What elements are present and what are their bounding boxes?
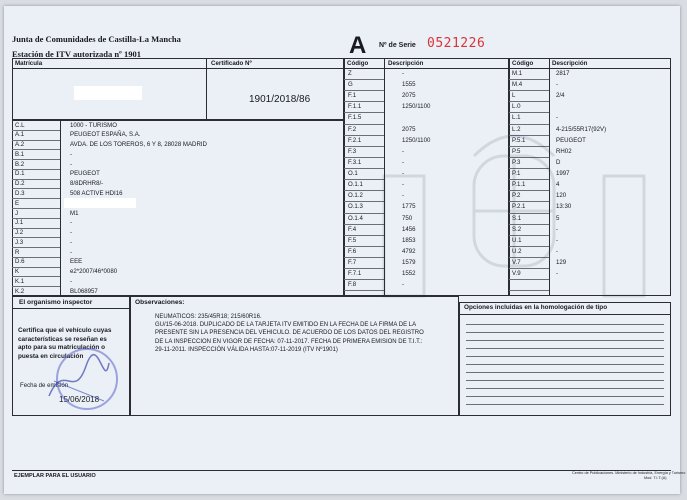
observaciones-line: GU/15-06-2018. DUPLICADO DE LA TARJETA ITV EMITIDO EN LA FECHA DE LA FIRMA DE LA (155, 322, 417, 329)
right-code: L.2 (512, 125, 521, 133)
rule (12, 68, 344, 69)
right-value: RH02 (556, 147, 572, 155)
row-rule (344, 101, 384, 102)
left-code: J (15, 209, 19, 217)
left-code: A.1 (15, 131, 25, 139)
mid-code: O.1.4 (348, 214, 363, 222)
row-rule (344, 90, 384, 91)
opciones-rule (466, 380, 664, 381)
mid-value: 1456 (402, 225, 416, 233)
observaciones-line: PRESENTE SIN LA PRESENCIA DEL VEHICULO. DE ACUERDO DE LOS DATOS DEL REGISTRO (155, 330, 424, 337)
coat-of-arms-watermark (364, 116, 664, 316)
right-value: - (556, 81, 559, 89)
row-rule (509, 112, 549, 113)
opciones-rule (466, 324, 664, 325)
mid-code: O.1.2 (348, 192, 363, 200)
right-value: 2/4 (556, 92, 565, 100)
cert-text-line: características se reseñan es (18, 335, 107, 343)
opciones-rule (466, 364, 664, 365)
left-code: C.L (15, 121, 25, 129)
signature-mark (44, 351, 114, 411)
mid-value: 1579 (402, 259, 416, 267)
opciones-rule (466, 388, 664, 389)
matricula-label: Matrícula (15, 60, 43, 67)
fecha-label: Fecha de emisión (20, 382, 69, 389)
row-rule (509, 90, 549, 91)
right-value: 129 (556, 259, 567, 267)
mid-value: 2075 (402, 125, 416, 133)
observaciones-line: DE LA INSPECCION EN VIGOR DE FECHA: 07-11-2017. FECHA DE PRIMERA EMISION DE T.I.T.: (155, 338, 423, 345)
cert-text-line: Certifica que el vehículo cuyas (18, 327, 112, 334)
row-rule (12, 198, 60, 199)
fecha-value: 15/06/2018 (59, 395, 100, 404)
mid-value: - (402, 70, 405, 77)
right-value: D (556, 158, 561, 166)
right-code: P.3 (512, 158, 521, 166)
right-code: L.1 (512, 114, 521, 122)
mid-value: 1853 (402, 236, 416, 244)
left-value: PEUGEOT (70, 170, 100, 178)
right-code: M.1 (512, 70, 523, 77)
mid-value: - (402, 147, 405, 155)
rule (509, 68, 671, 69)
footer-left: EJEMPLAR PARA EL USUARIO (14, 473, 96, 479)
mid-code: F.3.1 (348, 158, 362, 166)
series-number: 0521226 (427, 36, 486, 51)
header-line1: Junta de Comunidades de Castilla-La Mancha (12, 34, 181, 44)
left-code: B.2 (15, 160, 25, 168)
mid-code: G (348, 81, 353, 89)
itv-card (4, 6, 686, 494)
mid-value: - (402, 192, 405, 200)
mid-code: F.1.5 (348, 114, 362, 122)
observaciones-label: Observaciones: (135, 299, 185, 306)
mid-value: - (402, 158, 405, 166)
footer-right-2: Mod. T.I.T.(A) (644, 476, 667, 480)
mid-code: F.5 (348, 236, 357, 244)
right-code: U.2 (512, 247, 522, 255)
right-value: 4 (556, 181, 560, 189)
mid-value: 1250/1100 (402, 136, 431, 144)
cert-text-line: apto para su matriculación o (18, 344, 106, 351)
left-code: B.1 (15, 150, 25, 158)
inspector-label: El organismo inspector (19, 299, 93, 306)
mid-value: - (402, 181, 405, 189)
left-code: E (15, 199, 20, 207)
mid-code: O.1.1 (348, 181, 363, 189)
redacted-plate (74, 86, 142, 100)
row-rule (344, 79, 384, 80)
left-value: 8/8DRHR8/- (70, 180, 104, 188)
opciones-rule (466, 332, 664, 333)
left-value: 508 ACTIVE HDI16 (70, 189, 123, 197)
mid-value: 1250/1100 (402, 103, 431, 111)
left-code: D.3 (15, 189, 25, 197)
opciones-rule (466, 348, 664, 349)
left-code: R (15, 248, 20, 256)
mid-code: F.4 (348, 225, 357, 233)
mid-code: F.7 (348, 259, 357, 267)
left-value: - (70, 219, 73, 227)
right-code: S.2 (512, 225, 522, 233)
left-code: D.1 (15, 170, 25, 178)
right-value: - (556, 225, 559, 233)
mid-value: 1552 (402, 270, 416, 278)
left-code: J.1 (15, 219, 24, 227)
mid-value: 1555 (402, 81, 416, 89)
observaciones-line: NEUMATICOS: 235/45R18; 215/60R16. (155, 314, 262, 320)
observaciones-line: 29-11-2011. INSPECCIÓN VÁLIDA HASTA:07-11-2019 (ITV Nº1901) (155, 346, 338, 353)
left-value: PEUGEOT ESPAÑA, S.A. (70, 131, 141, 139)
mid-code: F.2.1 (348, 136, 362, 144)
left-code: K.2 (15, 287, 25, 295)
series-label: Nº de Serie (379, 42, 416, 49)
left-value: - (70, 160, 73, 168)
mid-code: O.1.3 (348, 203, 363, 211)
rule (344, 68, 509, 69)
right-value: 4-215/55R17(92V) (556, 125, 607, 133)
left-value: AVDA. DE LOS TOREROS, 6 Y 8, 28028 MADRID (70, 141, 207, 149)
left-value: e2*2007/46*0080 (70, 268, 118, 276)
right-code: P.1 (512, 170, 521, 178)
right-value: 2817 (556, 70, 570, 77)
series-letter: A (349, 32, 367, 59)
mid-value: 750 (402, 214, 413, 222)
row-rule (509, 79, 549, 80)
opciones-rule (466, 396, 664, 397)
left-value: - (70, 277, 73, 285)
mid-code-header: Código (347, 60, 369, 67)
right-value: - (556, 270, 559, 278)
row-rule (12, 267, 60, 268)
opciones-label: Opciones incluidas en la homologación de tipo (464, 304, 608, 311)
mid-code: F.6 (348, 247, 357, 255)
right-value: 5 (556, 214, 560, 222)
opciones-rule (466, 340, 664, 341)
opciones-rule (466, 404, 664, 405)
left-value: - (70, 248, 73, 256)
mid-code: F.7.1 (348, 270, 362, 278)
right-code: P.2.1 (512, 203, 526, 211)
mid-code: F.3 (348, 147, 357, 155)
right-code: P.1.1 (512, 181, 526, 189)
mid-value: 1775 (402, 203, 416, 211)
certificado-value: 1901/2018/86 (249, 94, 311, 105)
right-code: P.5.1 (512, 136, 526, 144)
right-value: 1997 (556, 170, 570, 178)
left-code: J.3 (15, 238, 24, 246)
mid-value: - (402, 281, 405, 289)
mid-value: 4792 (402, 247, 416, 255)
mid-code: O.1 (348, 170, 358, 178)
left-code: D.6 (15, 258, 25, 266)
right-code: L.0 (512, 103, 521, 111)
left-code: A.2 (15, 141, 25, 149)
mid-code: F.1 (348, 92, 357, 100)
mid-code: F.2 (348, 125, 357, 133)
right-code: P.2 (512, 192, 521, 200)
redacted-field (64, 198, 136, 208)
left-value: - (70, 229, 73, 237)
rule (12, 308, 130, 309)
mid-desc-header: Descripción (388, 60, 424, 67)
right-value: 13:30 (556, 203, 572, 211)
row-rule (344, 112, 384, 113)
rule (60, 120, 61, 296)
mid-value: 2075 (402, 92, 416, 100)
right-code: V.9 (512, 270, 521, 278)
left-code: J.2 (15, 229, 24, 237)
mid-code: F.1.1 (348, 103, 362, 111)
right-value: - (556, 114, 559, 122)
left-code: K.1 (15, 277, 25, 285)
rule (206, 58, 207, 120)
right-value: 120 (556, 192, 567, 200)
left-code: D.2 (15, 180, 25, 188)
opciones-frame (459, 302, 671, 416)
cert-text-line: puesta en circulación (18, 352, 84, 360)
left-value: - (70, 150, 73, 158)
right-code: V.7 (512, 259, 521, 267)
right-desc-header: Descripción (552, 60, 588, 67)
mid-code: F.8 (348, 281, 357, 289)
right-code: S.1 (512, 214, 522, 222)
right-code: P.5 (512, 147, 521, 155)
opciones-rule (466, 372, 664, 373)
row-rule (12, 208, 60, 209)
mid-value: - (402, 170, 405, 178)
right-value: - (556, 236, 559, 244)
left-value: - (70, 238, 73, 246)
left-value: M1 (70, 209, 79, 217)
opciones-rule (466, 356, 664, 357)
right-code: M.4 (512, 81, 523, 89)
row-rule (509, 101, 549, 102)
right-code: L (512, 92, 516, 100)
mid-code: Z (348, 70, 352, 77)
left-value: BL068957 (70, 287, 98, 295)
rule (459, 314, 671, 315)
right-value: PEUGEOT (556, 136, 586, 144)
left-code: K (15, 268, 20, 276)
header-line2: Estación de ITV autorizada nº 1901 (12, 49, 141, 59)
right-code: U.1 (512, 236, 522, 244)
certificado-label: Certificado Nº (211, 60, 252, 67)
left-value: 1000 - TURISMO (70, 121, 117, 129)
footer-right-1: Centro de Publicaciones. Ministerio de Industria, Energía y Turismo (572, 471, 686, 475)
right-code-header: Código (512, 60, 534, 67)
left-value: EEE (70, 258, 83, 266)
right-value: - (556, 247, 559, 255)
